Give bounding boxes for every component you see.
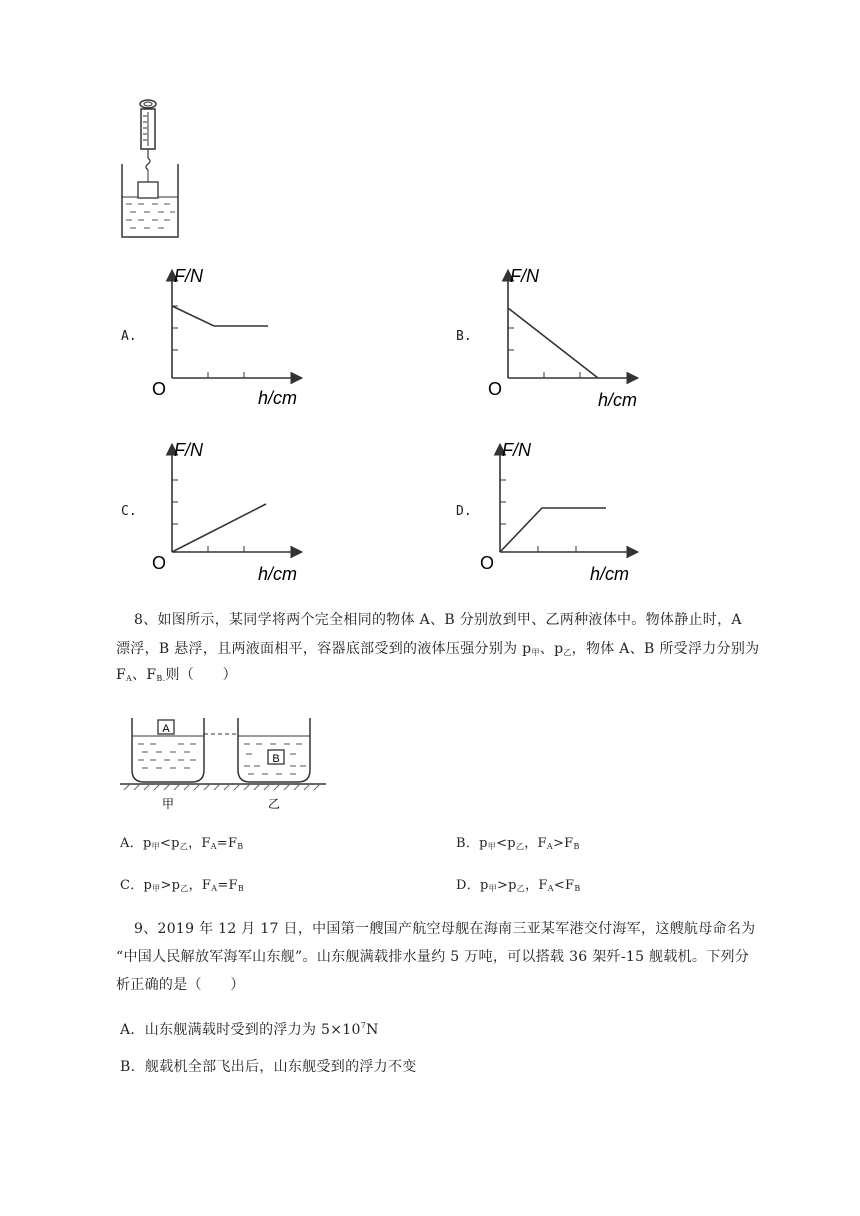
y-axis-label: F/N: [174, 440, 203, 460]
x-axis-label: h/cm: [258, 564, 298, 584]
y-axis-label: F/N: [510, 266, 539, 286]
q8-line-3: $F_A$、$F_{B.}$则（ ）: [116, 667, 237, 683]
x-axis-label: h/cm: [598, 390, 638, 410]
x-axis-label: h/cm: [590, 564, 630, 584]
q8-option-a[interactable]: A．$p_甲<p_乙$，$F_A=F_B$: [120, 836, 244, 851]
q9-line-2: “中国人民解放军海军山东舰”。山东舰满载排水量约 5 万吨，可以搭载 36 架歼-15 舰载机。下列分: [116, 949, 750, 965]
graph-a: [148, 262, 308, 412]
y-axis-label: F/N: [502, 440, 531, 460]
spring-scale-figure: [112, 96, 186, 242]
q9-option-a[interactable]: A．山东舰满载时受到的浮力为 $5\times 10^7N$: [120, 1021, 379, 1038]
origin-label: O: [152, 553, 167, 573]
origin-label: O: [480, 553, 495, 573]
graph-d: [476, 436, 646, 586]
object-a-label: A: [162, 723, 170, 735]
object-b-label: B: [272, 753, 280, 765]
graph-b: [484, 262, 644, 412]
x-axis-label: h/cm: [258, 388, 298, 408]
caption-jia: 甲: [161, 797, 175, 811]
option-a-label[interactable]: A.: [121, 329, 137, 344]
option-c-label[interactable]: C.: [121, 504, 137, 519]
beakers-figure: [120, 712, 328, 812]
option-d-label[interactable]: D.: [456, 504, 472, 519]
q8-line-2: 漂浮，B 悬浮，且两液面相平，容器底部受到的液体压强分别为 $p_甲$、$p_乙$，物体 A、B 所受浮力分别为: [116, 641, 760, 657]
q8-option-d[interactable]: D．$p_甲>p_乙$，$F_A<F_B$: [456, 878, 581, 893]
caption-yi: 乙: [267, 797, 281, 811]
option-b-label[interactable]: B.: [456, 329, 472, 344]
q8-option-b[interactable]: B．$p_甲<p_乙$，$F_A>F_B$: [456, 836, 580, 851]
q8-line-1: 8、如图所示，某同学将两个完全相同的物体 A、B 分别放到甲、乙两种液体中。物体静止时，A: [134, 612, 742, 628]
y-axis-label: F/N: [174, 266, 203, 286]
q9-line-3: 析正确的是（ ）: [116, 977, 245, 993]
q8-option-c[interactable]: C．$p_甲>p_乙$，$F_A=F_B$: [120, 878, 245, 893]
origin-label: O: [152, 379, 167, 399]
q9-option-b[interactable]: B．舰载机全部飞出后，山东舰受到的浮力不变: [120, 1059, 417, 1075]
origin-label: O: [488, 379, 503, 399]
graph-c: [148, 436, 308, 586]
q9-line-1: 9、2019 年 12 月 17 日，中国第一艘国产航空母舰在海南三亚某军港交付海军，这艘航母命名为: [134, 921, 756, 937]
